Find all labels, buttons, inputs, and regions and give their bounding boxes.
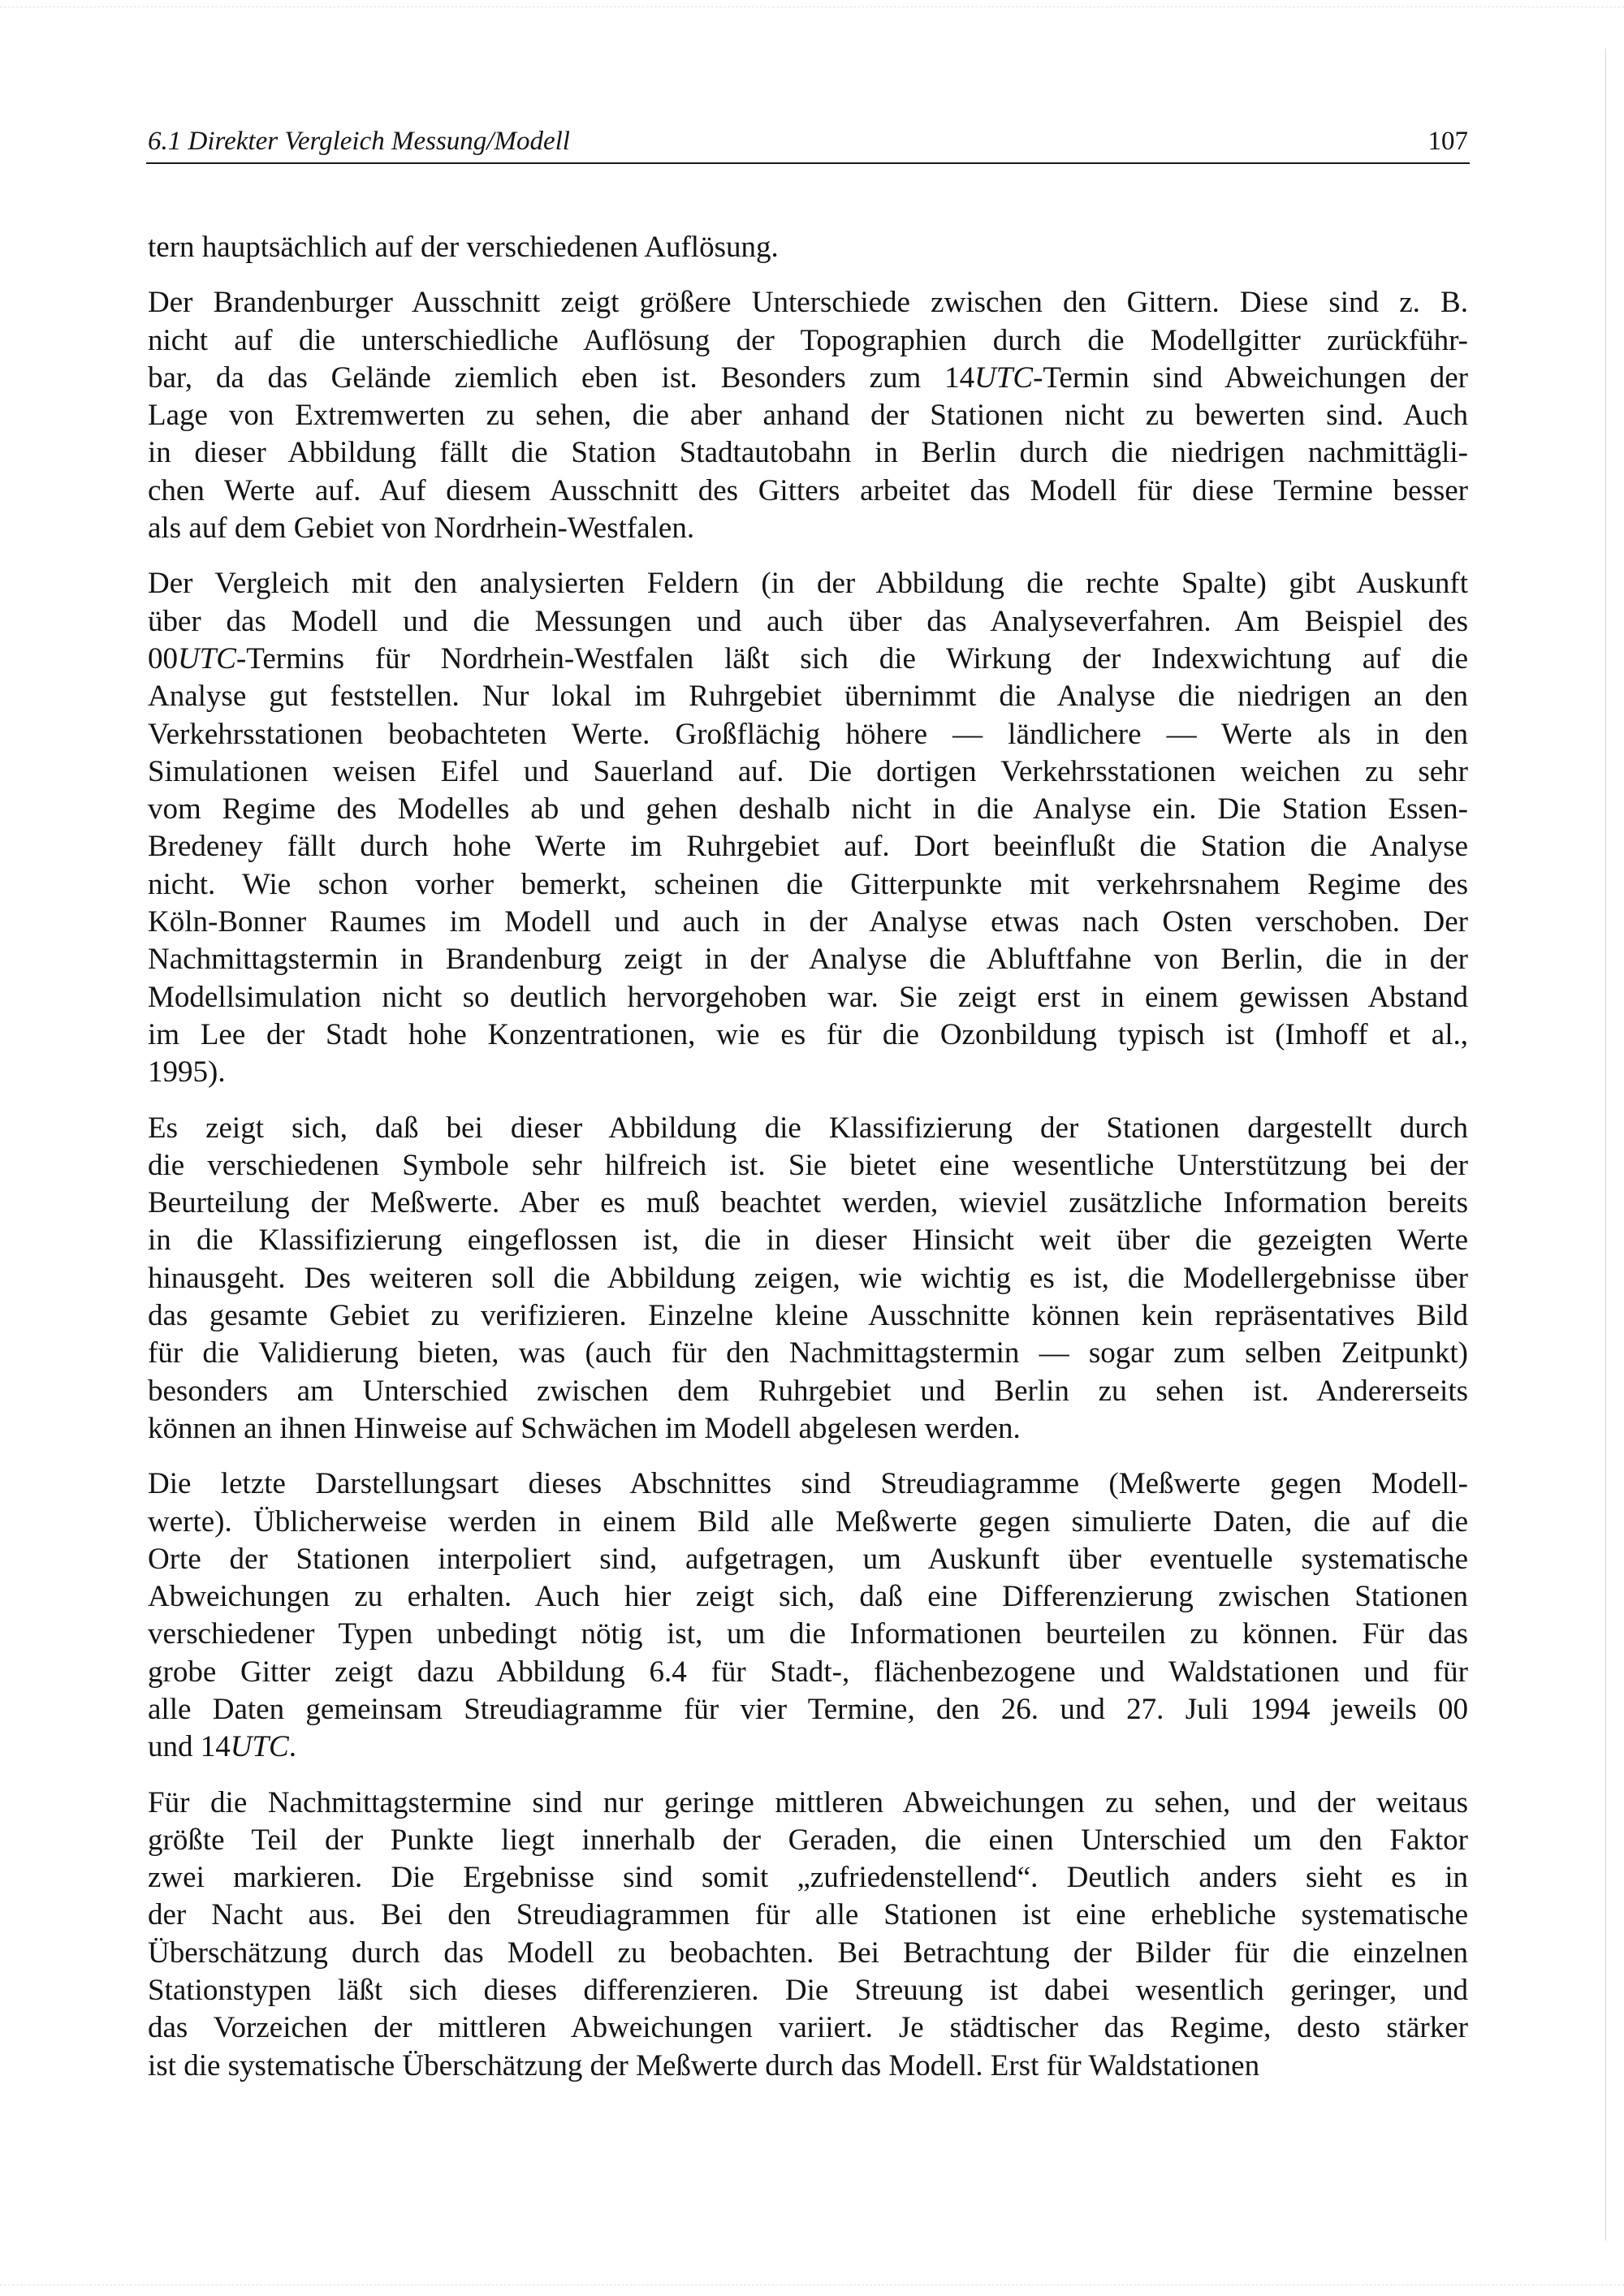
text-line: Der Vergleich mit den analysierten Feldern (in der Abbildung die rechte Spalte) gibt Auskunft — [148, 567, 1468, 601]
text-line: tern hauptsächlich auf der verschiedenen Auflösung. — [148, 231, 779, 264]
text-line: Orte der Stationen interpoliert sind, aufgetragen, um Auskunft über eventuelle systematische — [148, 1542, 1468, 1576]
body-text — [148, 229, 1468, 2103]
utc-unit: UTC — [230, 1730, 289, 1764]
text-line: können an ihnen Hinweise auf Schwächen im Modell abgelesen werden. — [148, 1411, 1021, 1445]
text-line: Beurteilung der Meßwerte. Aber es muß beachtet werden, wieviel zusätzliche Information bereits — [148, 1186, 1468, 1220]
text-line: Modellsimulation nicht so deutlich hervorgehoben war. Sie zeigt erst in einem gewissen Abstand — [148, 980, 1468, 1014]
text-line: größte Teil der Punkte liegt innerhalb der Geraden, die einen Unterschied um den Faktor — [148, 1823, 1468, 1857]
text-line: Lage von Extremwerten zu sehen, die aber anhand der Stationen nicht zu bewerten sind. Auch — [148, 399, 1468, 433]
paragraph — [148, 1110, 1468, 1448]
text-line: die verschiedenen Symbole sehr hilfreich ist. Sie bietet eine wesentliche Unterstützung bei der — [148, 1148, 1468, 1182]
text-line: Es zeigt sich, daß bei dieser Abbildung die Klassifizierung der Stationen dargestellt durch — [148, 1111, 1468, 1145]
text-line: zwei markieren. Die Ergebnisse sind somit „zufriedenstellend“. Deutlich anders sieht es in — [148, 1861, 1468, 1895]
paragraph — [148, 1465, 1468, 1766]
text-line: und 14UTC. — [148, 1730, 296, 1764]
running-header — [148, 127, 1468, 162]
text-line: in die Klassifizierung eingeflossen ist, die in dieser Hinsicht weit über die gezeigten Werte — [148, 1224, 1468, 1258]
utc-unit: UTC — [974, 360, 1034, 395]
text-line: besonders am Unterschied zwischen dem Ruhrgebiet und Berlin zu sehen ist. Andererseits — [148, 1374, 1468, 1408]
text-line: für die Validierung bieten, was (auch für den Nachmittagstermin — sogar zum selben Zeitpunkt) — [148, 1336, 1468, 1370]
text-line: Analyse gut feststellen. Nur lokal im Ruhrgebiet übernimmt die Analyse die niedrigen an den — [148, 680, 1468, 714]
text-line: 1995). — [148, 1055, 226, 1090]
text-line: über das Modell und die Messungen und auch über das Analyseverfahren. Am Beispiel des — [148, 604, 1468, 638]
text-line: Abweichungen zu erhalten. Auch hier zeigt sich, daß eine Differenzierung zwischen Stationen — [148, 1580, 1468, 1614]
text-line: Für die Nachmittagstermine sind nur geringe mittleren Abweichungen zu sehen, und der weitaus — [148, 1785, 1468, 1819]
scan-edge-artifact — [0, 6, 1624, 8]
text-line: in dieser Abbildung fällt die Station Stadtautobahn in Berlin durch die niedrigen nachmittägli- — [148, 436, 1468, 470]
text-line: alle Daten gemeinsam Streudiagramme für vier Termine, den 26. und 27. Juli 1994 jeweils 00 — [148, 1692, 1468, 1726]
text-line: das Vorzeichen der mittleren Abweichungen variiert. Je städtischer das Regime, desto stärker — [148, 2011, 1468, 2045]
text-line: als auf dem Gebiet von Nordrhein-Westfalen. — [148, 511, 695, 546]
scan-edge-artifact — [0, 2285, 1624, 2286]
text-line: 00UTC-Termins für Nordrhein-Westfalen läßt sich die Wirkung der Indexwichtung auf die — [148, 641, 1468, 675]
page-number: 107 — [1427, 127, 1468, 156]
section-title: 6.1 Direkter Vergleich Messung/Modell — [148, 127, 570, 156]
text-line: grobe Gitter zeigt dazu Abbildung 6.4 für Stadt-, flächenbezogene und Waldstationen und für — [148, 1655, 1468, 1689]
text-line: Verkehrsstationen beobachteten Werte. Großflächig höhere — ländlichere — Werte als in den — [148, 717, 1468, 751]
text-line: im Lee der Stadt hohe Konzentrationen, wie es für die Ozonbildung typisch ist (Imhoff et al., — [148, 1017, 1468, 1051]
header-rule — [146, 162, 1470, 164]
paragraph — [148, 229, 1468, 266]
text-line: werte). Üblicherweise werden in einem Bild alle Meßwerte gegen simulierte Daten, die auf die — [148, 1504, 1468, 1539]
text-line: das gesamte Gebiet zu verifizieren. Einzelne kleine Ausschnitte können kein repräsentatives Bild — [148, 1299, 1468, 1333]
text-line: Überschätzung durch das Modell zu beobachten. Bei Betrachtung der Bilder für die einzelnen — [148, 1936, 1468, 1970]
paragraph — [148, 565, 1468, 1091]
text-line: Stationstypen läßt sich dieses differenzieren. Die Streuung ist dabei wesentlich geringer, und — [148, 1974, 1468, 2008]
text-line: Nachmittagstermin in Brandenburg zeigt in der Analyse die Abluftfahne von Berlin, die in der — [148, 943, 1468, 977]
text-line: ist die systematische Überschätzung der Meßwerte durch das Modell. Erst für Waldstationen — [148, 2048, 1260, 2082]
text-line: hinausgeht. Des weiteren soll die Abbildung zeigen, wie wichtig es ist, die Modellergebnisse über — [148, 1261, 1468, 1295]
paragraph — [148, 284, 1468, 547]
text-line: Simulationen weisen Eifel und Sauerland auf. Die dortigen Verkehrsstationen weichen zu sehr — [148, 754, 1468, 788]
text-line: bar, da das Gelände ziemlich eben ist. Besonders zum 14UTC-Termin sind Abweichungen der — [148, 360, 1468, 395]
text-line: nicht auf die unterschiedliche Auflösung der Topographien durch die Modellgitter zurückführ- — [148, 323, 1468, 357]
text-line: Der Brandenburger Ausschnitt zeigt größere Unterschiede zwischen den Gittern. Diese sind z. B. — [148, 286, 1468, 320]
scan-edge-artifact — [1605, 49, 1606, 2241]
text-line: chen Werte auf. Auf diesem Ausschnitt des Gitters arbeitet das Modell für diese Termine besser — [148, 473, 1468, 507]
text-line: Bredeney fällt durch hohe Werte im Ruhrgebiet auf. Dort beeinflußt die Station die Analyse — [148, 830, 1468, 864]
text-line: Die letzte Darstellungsart dieses Abschnittes sind Streudiagramme (Meßwerte gegen Modell- — [148, 1467, 1468, 1501]
text-line: verschiedener Typen unbedingt nötig ist, um die Informationen beurteilen zu können. Für das — [148, 1617, 1468, 1651]
paragraph — [148, 1785, 1468, 2085]
text-line: nicht. Wie schon vorher bemerkt, scheinen die Gitterpunkte mit verkehrsnahem Regime des — [148, 867, 1468, 901]
text-line: Köln-Bonner Raumes im Modell und auch in der Analyse etwas nach Osten verschoben. Der — [148, 905, 1468, 939]
utc-unit: UTC — [178, 641, 236, 675]
text-line: der Nacht aus. Bei den Streudiagrammen für alle Stationen ist eine erhebliche systematische — [148, 1898, 1468, 1932]
text-line: vom Regime des Modelles ab und gehen deshalb nicht in die Analyse ein. Die Station Essen- — [148, 792, 1468, 826]
